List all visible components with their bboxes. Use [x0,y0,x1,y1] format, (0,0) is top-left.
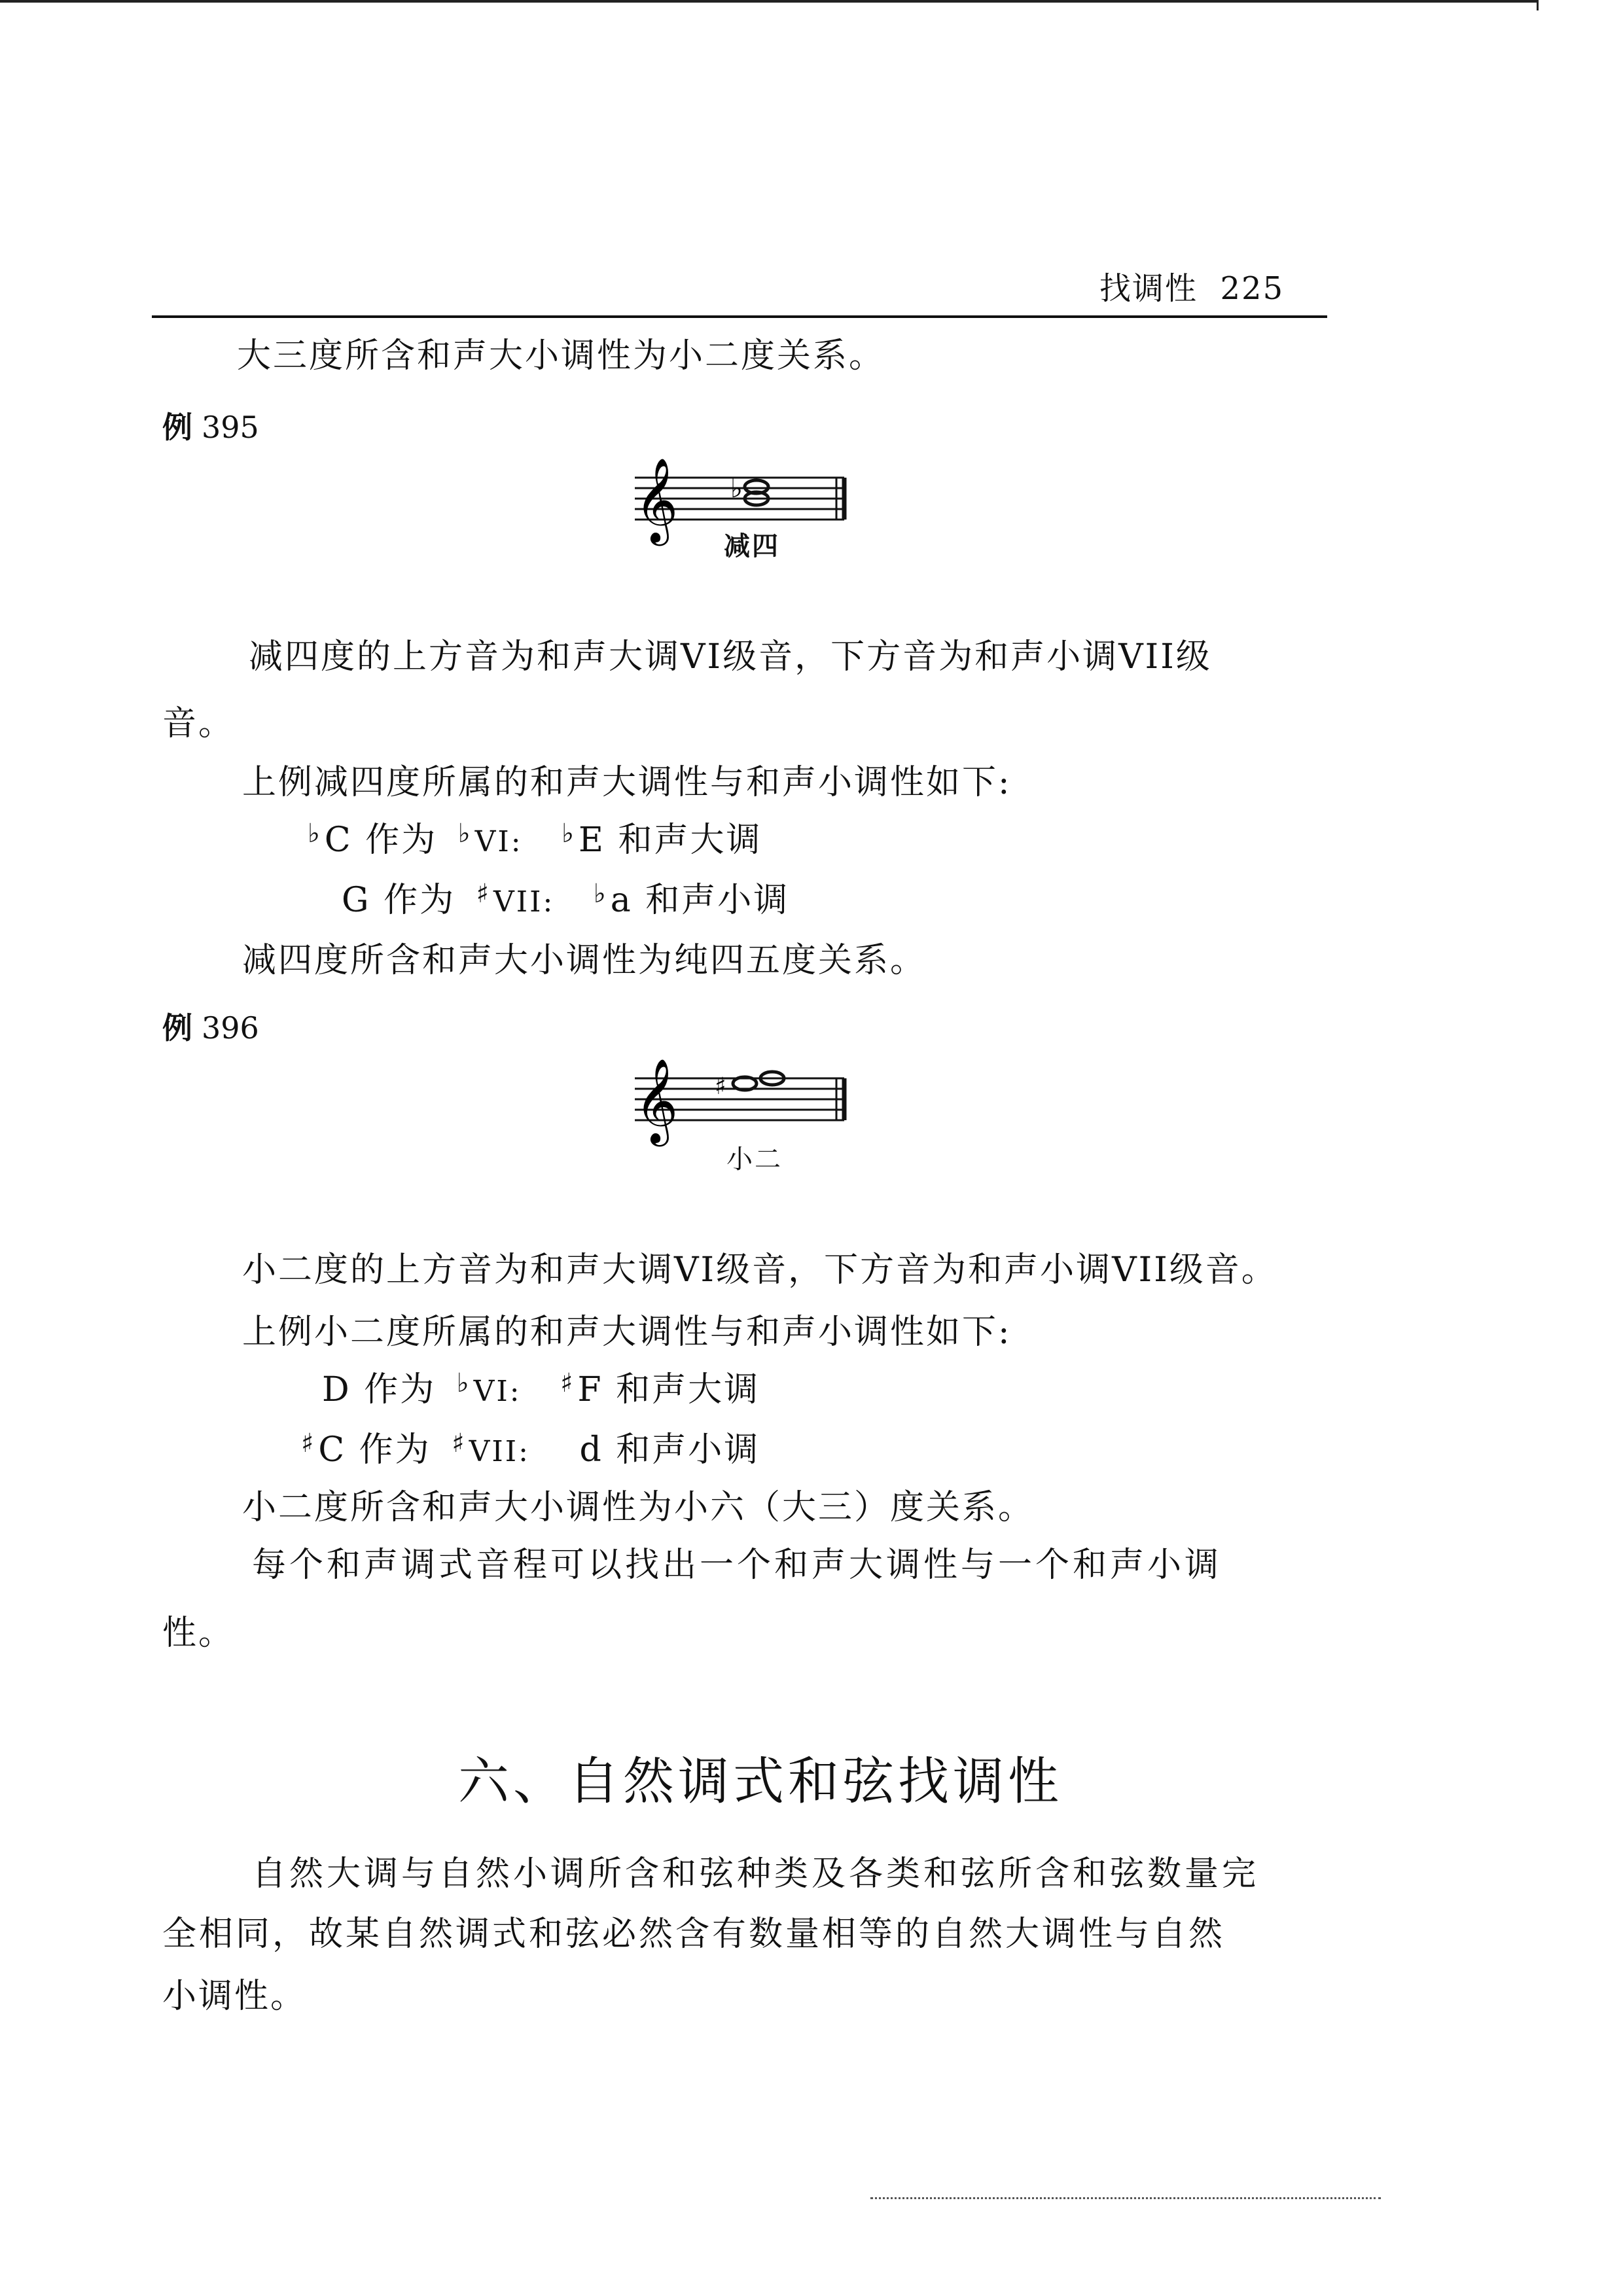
paragraph-line: 每个和声调式音程可以找出一个和声大调性与一个和声小调 [252,1545,1222,1585]
paragraph-line: 性。 [162,1614,235,1653]
sharp-accidental-icon: ♯ [715,1073,726,1100]
example-prefix: 例 [162,1010,192,1046]
paragraph-line: 小二度所含和声大小调性为小六（大三）度关系。 [242,1488,1035,1527]
interval-label: 小二 [726,1144,783,1174]
paragraph-line: 减四度所含和声大小调性为纯四五度关系。 [242,941,927,980]
paragraph-line: 音。 [162,704,235,743]
example-number: 396 [202,1010,259,1046]
key-relation-line: ♯C 作为 ♯VII: d 和声小调 [301,1428,760,1470]
flat-accidental-icon: ♭ [730,474,743,504]
header-rule [152,315,1327,318]
key-relation-line: D 作为 ♭VI: ♯F 和声大调 [322,1368,760,1409]
example-prefix: 例 [162,410,192,445]
sharp-icon: ♯ [560,1368,575,1398]
sharp-icon: ♯ [476,879,491,909]
flat-icon: ♭ [308,819,322,849]
paragraph-line: 自然大调与自然小调所含和弦种类及各类和弦所含和弦数量完 [252,1854,1260,1894]
key-relation-line: ♭C 作为 ♭VI: ♭E 和声大调 [308,819,762,860]
sharp-icon: ♯ [301,1428,316,1458]
key-relation-line: G 作为 ♯VII: ♭a 和声小调 [342,879,790,920]
example-label [162,410,259,445]
example-label [162,1010,259,1046]
paragraph-line: 小二度的上方音为和声大调VI级音，下方音为和声小调VII级音。 [242,1250,1277,1290]
scan-mark [1537,0,1539,10]
flat-icon: ♭ [562,819,576,849]
paragraph-line: 小调性。 [162,1977,307,2016]
example-number: 395 [202,410,259,445]
interval-label: 减四 [724,531,780,561]
paragraph-line: 上例小二度所属的和声大调性与和声小调性如下: [242,1313,1012,1352]
paragraph-line: 大三度所含和声大小调性为小二度关系。 [237,336,885,376]
sharp-icon: ♯ [452,1428,467,1458]
flat-icon: ♭ [456,1368,471,1398]
paragraph-line: 减四度的上方音为和声大调VI级音，下方音为和声小调VII级 [249,637,1212,677]
flat-icon: ♭ [593,879,608,909]
section-heading: 六、自然调式和弦找调性 [458,1752,1063,1811]
scan-border [0,0,1537,3]
paragraph-line: 上例减四度所属的和声大调性与和声小调性如下: [242,763,1012,802]
flat-icon: ♭ [457,819,473,849]
running-header: 找调性 225 [1099,270,1285,307]
treble-clef-icon: 𝄞 [635,1058,679,1143]
treble-clef-icon: 𝄞 [635,457,679,542]
scan-artifact [870,2197,1381,2199]
paragraph-line: 全相同，故某自然调式和弦必然含有数量相等的自然大调性与自然 [162,1915,1226,1954]
